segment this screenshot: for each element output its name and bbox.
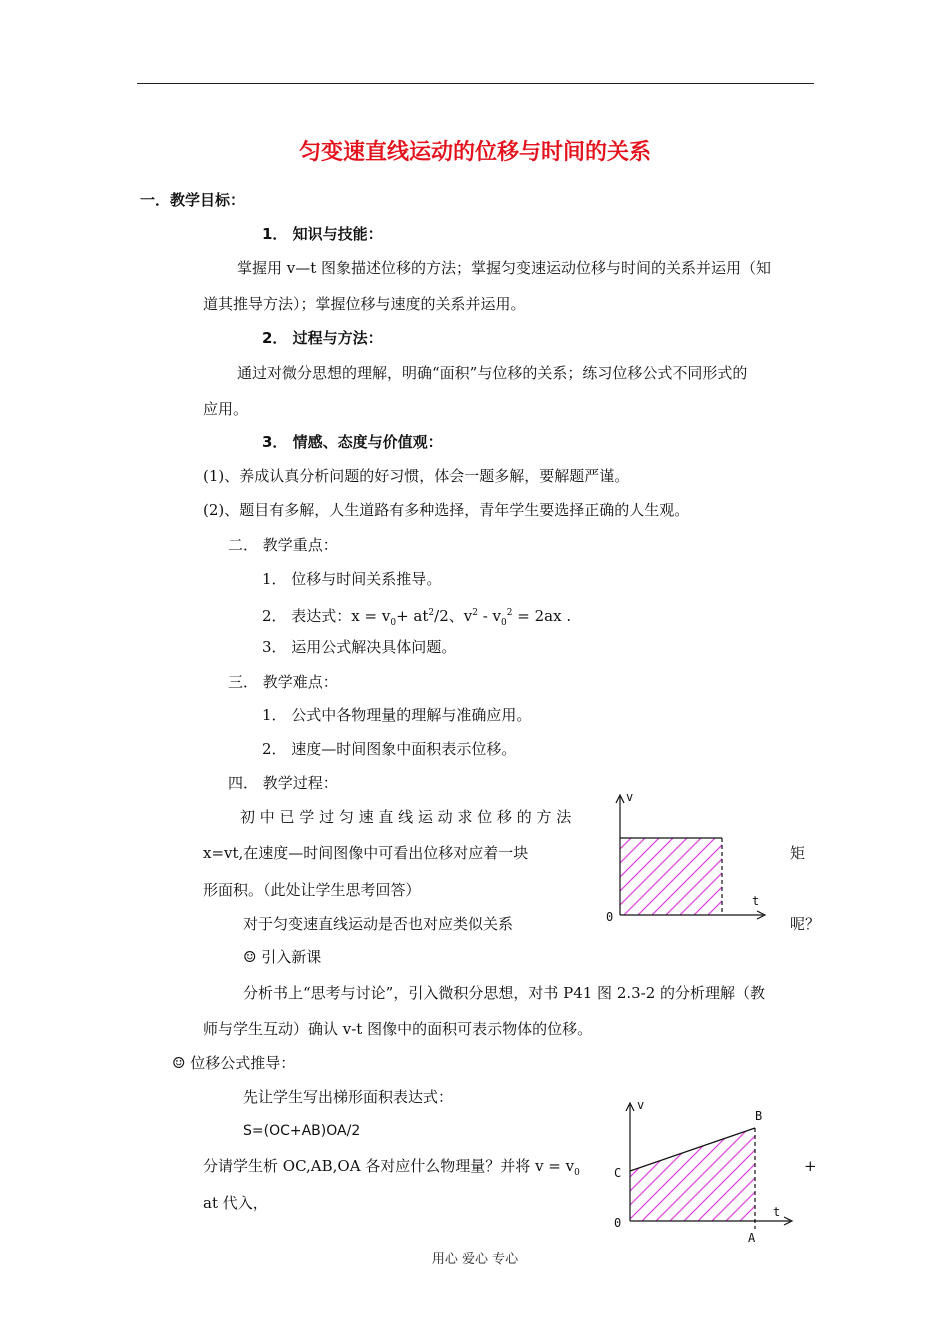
process-text-line2: 应用。 — [203, 400, 249, 418]
t-axis-label: t — [773, 1205, 781, 1219]
process-para1-line1: 初 中 已 学 过 匀 速 直 线 运 动 求 位 移 的 方 法 — [240, 808, 572, 826]
point-A-label: A — [748, 1231, 756, 1245]
section4-heading: 四． 教学过程： — [228, 774, 338, 792]
knowledge-text-line1: 掌握用 v—t 图象描述位移的方法；掌握匀变速运动位移与时间的关系并运用（知 — [237, 259, 772, 277]
v-axis-label: v — [637, 1098, 645, 1112]
attitude-item-1: (1)、养成认真分析问题的好习惯，体会一题多解，要解题严谨。 — [203, 467, 630, 485]
process-para2: 对于匀变速直线运动是否也对应类似关系 — [243, 915, 514, 933]
keypoint-item-1: 1． 位移与时间关系推导。 — [262, 570, 442, 588]
subheading-attitude: 3． 情感、态度与价值观： — [262, 433, 443, 451]
uniform-motion-vt-graph — [600, 785, 780, 930]
subheading-knowledge: 1． 知识与技能： — [262, 225, 383, 243]
origin-label: 0 — [606, 910, 614, 924]
process-para1-line3: 形面积。（此处让学生思考回答） — [203, 881, 421, 899]
keypoint-item-3: 3． 运用公式解决具体问题。 — [262, 638, 457, 656]
point-B-label: B — [755, 1109, 763, 1123]
attitude-item-2: (2)、题目有多解，人生道路有多种选择，青年学生要选择正确的人生观。 — [203, 501, 690, 519]
process-para2-end: 呢？ — [790, 915, 821, 933]
process-para1-line2: x=vt,在速度—时间图像中可看出位移对应着一块 — [203, 844, 529, 862]
trapezoid-formula: S=(OC+AB)OA/2 — [243, 1123, 361, 1139]
keypoint-item-2: 2． 表达式：$x = v_0+ at^2/2$、$v^2 - v_0^2 = 2ax$ . — [262, 607, 572, 628]
derivation-heading: ☺ 位移公式推导： — [172, 1054, 296, 1072]
page-title: 匀变速直线运动的位移与时间的关系 — [298, 140, 651, 165]
origin-label: 0 — [614, 1216, 622, 1230]
page-footer: 用心 爱心 专心 — [431, 1252, 519, 1267]
intro-new-lesson: ☺ 引入新课 — [243, 948, 322, 966]
t-axis-label: t — [752, 894, 760, 908]
section1-heading: 一．教学目标： — [140, 191, 246, 209]
displacement-area-trapezoid — [630, 1125, 756, 1221]
process-para3-line2: 师与学生互动）确认 v-t 图像中的面积可表示物体的位移。 — [203, 1020, 593, 1038]
v-axis-label: v — [626, 790, 634, 804]
difficulty-item-1: 1． 公式中各物理量的理解与准确应用。 — [262, 706, 532, 724]
section3-heading: 三． 教学难点： — [228, 673, 338, 691]
process-para5-line2: at 代入， — [203, 1194, 268, 1212]
section2-heading: 二． 教学重点： — [228, 536, 338, 554]
point-C-label: C — [614, 1166, 622, 1180]
knowledge-text-line2: 道其推导方法）；掌握位移与速度的关系并运用。 — [203, 295, 526, 313]
process-text-line1: 通过对微分思想的理解，明确“面积”与位移的关系；练习位移公式不同形式的 — [237, 364, 748, 382]
process-para4: 先让学生写出梯形面积表达式： — [243, 1088, 454, 1106]
difficulty-item-2: 2． 速度—时间图象中面积表示位移。 — [262, 740, 517, 758]
accelerated-motion-vt-graph — [600, 1095, 800, 1245]
process-para3-line1: 分析书上“思考与讨论”，引入微积分思想，对书 P41 图 2.3-2 的分析理解（教 — [243, 984, 766, 1002]
process-para5-plus: + — [804, 1157, 817, 1175]
subheading-process: 2． 过程与方法： — [262, 329, 383, 347]
header-rule — [137, 83, 814, 84]
process-para1-line2-end: 矩 — [790, 844, 806, 862]
process-para5-line1: 分请学生析 OC,AB,OA 各对应什么物理量？并将 $v = v_0$ — [203, 1157, 580, 1178]
displacement-area-rect — [620, 838, 722, 915]
